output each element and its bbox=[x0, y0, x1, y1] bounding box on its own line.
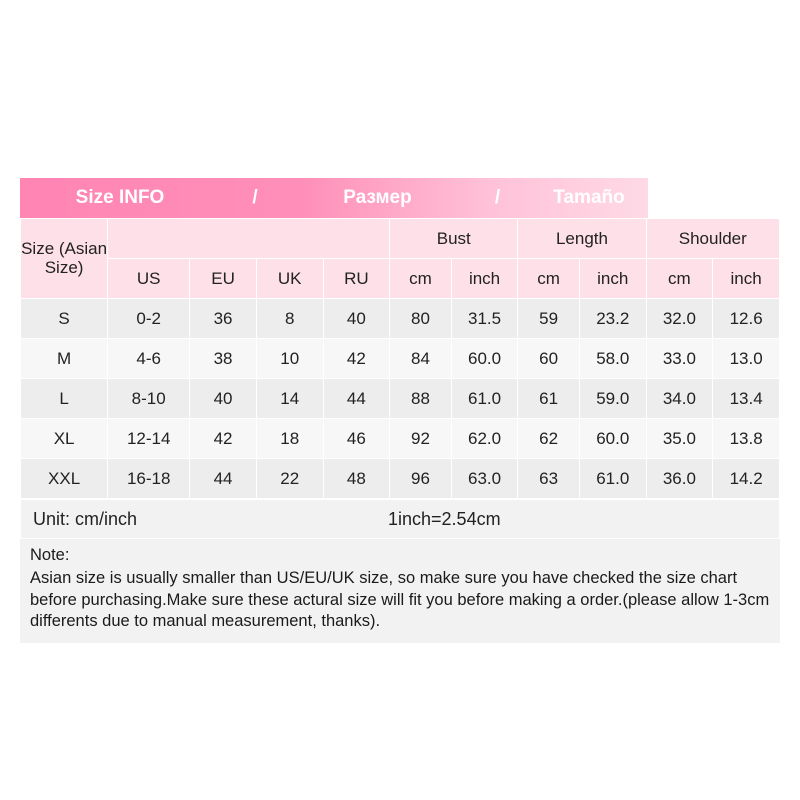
header-size: Size (Asian Size) bbox=[21, 219, 108, 299]
header-blank-area bbox=[648, 178, 780, 218]
header-title-es: Tamaño bbox=[553, 187, 625, 208]
cell-uk: 22 bbox=[256, 459, 323, 499]
cell-size: M bbox=[21, 339, 108, 379]
header-eu: EU bbox=[190, 259, 257, 299]
header-ru: RU bbox=[323, 259, 390, 299]
chart-header-bar bbox=[20, 178, 780, 218]
cell-length-cm: 59 bbox=[518, 299, 580, 339]
header-uk: UK bbox=[256, 259, 323, 299]
cell-length-inch: 61.0 bbox=[579, 459, 646, 499]
cell-length-inch: 58.0 bbox=[579, 339, 646, 379]
header-length-cm: cm bbox=[518, 259, 580, 299]
cell-bust-cm: 92 bbox=[390, 419, 452, 459]
cell-us: 8-10 bbox=[108, 379, 190, 419]
cell-uk: 8 bbox=[256, 299, 323, 339]
cell-bust-cm: 84 bbox=[390, 339, 452, 379]
header-region-blank bbox=[108, 219, 390, 259]
cell-shoulder-inch: 13.8 bbox=[713, 419, 780, 459]
cell-bust-cm: 80 bbox=[390, 299, 452, 339]
header-separator-1: / bbox=[252, 187, 258, 208]
cell-bust-inch: 61.0 bbox=[451, 379, 518, 419]
header-length: Length bbox=[518, 219, 646, 259]
cell-size: L bbox=[21, 379, 108, 419]
cell-length-cm: 63 bbox=[518, 459, 580, 499]
header-title-en: Size INFO bbox=[75, 187, 165, 208]
cell-shoulder-inch: 12.6 bbox=[713, 299, 780, 339]
header-title-ru: Размер bbox=[343, 187, 412, 208]
cell-ru: 46 bbox=[323, 419, 390, 459]
cell-uk: 18 bbox=[256, 419, 323, 459]
cell-ru: 44 bbox=[323, 379, 390, 419]
cell-bust-inch: 63.0 bbox=[451, 459, 518, 499]
unit-row bbox=[20, 499, 780, 539]
cell-uk: 10 bbox=[256, 339, 323, 379]
chart-header-gradient bbox=[20, 178, 648, 218]
table-group-header-row bbox=[21, 219, 780, 259]
cell-size: S bbox=[21, 299, 108, 339]
cell-eu: 42 bbox=[190, 419, 257, 459]
cell-bust-cm: 88 bbox=[390, 379, 452, 419]
cell-eu: 40 bbox=[190, 379, 257, 419]
header-shoulder: Shoulder bbox=[646, 219, 779, 259]
cell-length-inch: 60.0 bbox=[579, 419, 646, 459]
cell-shoulder-cm: 35.0 bbox=[646, 419, 713, 459]
cell-shoulder-inch: 13.4 bbox=[713, 379, 780, 419]
cell-eu: 36 bbox=[190, 299, 257, 339]
table-sub-header-row bbox=[21, 259, 780, 299]
cell-length-cm: 60 bbox=[518, 339, 580, 379]
table-row bbox=[21, 299, 780, 339]
table-row bbox=[21, 419, 780, 459]
cell-shoulder-cm: 36.0 bbox=[646, 459, 713, 499]
header-bust-inch: inch bbox=[451, 259, 518, 299]
cell-ru: 40 bbox=[323, 299, 390, 339]
cell-shoulder-cm: 34.0 bbox=[646, 379, 713, 419]
cell-us: 4-6 bbox=[108, 339, 190, 379]
header-bust-cm: cm bbox=[390, 259, 452, 299]
header-separator-2: / bbox=[494, 187, 501, 208]
note-body: Asian size is usually smaller than US/EU/UK size, so make sure you have checked the size chart before purchasing.Make sure these actural size will fit you before making a order.(please allow 1-3cm differents due to manual measurement, thanks). bbox=[30, 568, 770, 631]
cell-size: XXL bbox=[21, 459, 108, 499]
cell-length-cm: 61 bbox=[518, 379, 580, 419]
header-shoulder-cm: cm bbox=[646, 259, 713, 299]
header-bust: Bust bbox=[390, 219, 518, 259]
note-box bbox=[20, 539, 780, 643]
table-row bbox=[21, 339, 780, 379]
header-shoulder-inch: inch bbox=[713, 259, 780, 299]
unit-conversion: 1inch=2.54cm bbox=[388, 508, 501, 529]
cell-us: 16-18 bbox=[108, 459, 190, 499]
header-length-inch: inch bbox=[579, 259, 646, 299]
size-chart bbox=[20, 178, 780, 643]
cell-us: 12-14 bbox=[108, 419, 190, 459]
cell-shoulder-cm: 32.0 bbox=[646, 299, 713, 339]
cell-eu: 44 bbox=[190, 459, 257, 499]
cell-bust-cm: 96 bbox=[390, 459, 452, 499]
cell-length-inch: 59.0 bbox=[579, 379, 646, 419]
header-us: US bbox=[108, 259, 190, 299]
cell-length-cm: 62 bbox=[518, 419, 580, 459]
cell-shoulder-inch: 14.2 bbox=[713, 459, 780, 499]
cell-length-inch: 23.2 bbox=[579, 299, 646, 339]
cell-shoulder-cm: 33.0 bbox=[646, 339, 713, 379]
cell-uk: 14 bbox=[256, 379, 323, 419]
size-table bbox=[20, 218, 780, 499]
table-row bbox=[21, 459, 780, 499]
note-title: Note: bbox=[30, 546, 70, 564]
unit-label: Unit: cm/inch bbox=[33, 508, 138, 529]
cell-ru: 48 bbox=[323, 459, 390, 499]
cell-eu: 38 bbox=[190, 339, 257, 379]
cell-ru: 42 bbox=[323, 339, 390, 379]
cell-size: XL bbox=[21, 419, 108, 459]
cell-bust-inch: 60.0 bbox=[451, 339, 518, 379]
cell-us: 0-2 bbox=[108, 299, 190, 339]
cell-bust-inch: 31.5 bbox=[451, 299, 518, 339]
table-row bbox=[21, 379, 780, 419]
cell-shoulder-inch: 13.0 bbox=[713, 339, 780, 379]
cell-bust-inch: 62.0 bbox=[451, 419, 518, 459]
